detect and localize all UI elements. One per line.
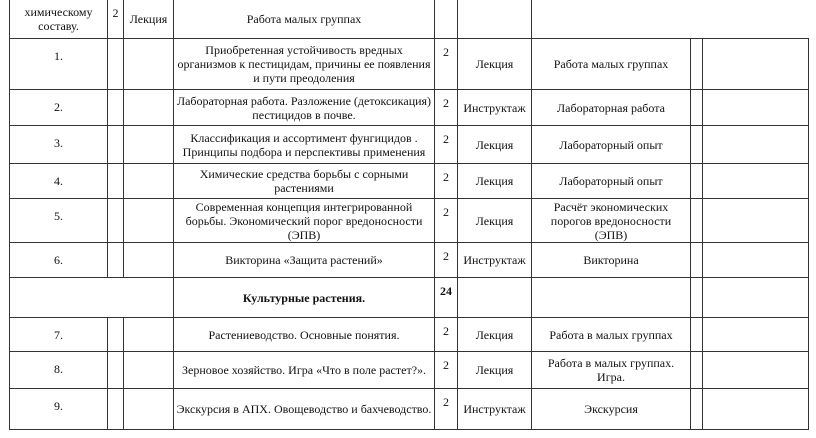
empty-cell [703, 318, 809, 352]
activity-cell: Расчёт экономических порогов вредоносности (ЭПВ) [532, 199, 691, 243]
activity-cell: Лабораторная работа [532, 90, 691, 126]
hours-cell: 2 [435, 199, 458, 243]
empty-cell [108, 318, 124, 352]
activity-cell: Работа в малых группах. Игра. [532, 352, 691, 389]
hours-cell: 2 [435, 243, 458, 278]
empty-cell [691, 318, 703, 352]
empty-cell [458, 0, 532, 39]
form-cell: Лекция [458, 164, 532, 199]
table-row [10, 199, 809, 243]
empty-cell [124, 164, 174, 199]
table-row [10, 243, 809, 278]
form-cell: Лекция [458, 126, 532, 164]
section-hours: 24 [435, 278, 458, 318]
empty-cell [124, 199, 174, 243]
empty-cell [703, 352, 809, 389]
curriculum-table [9, 0, 809, 430]
form-cell: Лекция [458, 318, 532, 352]
empty-cell [691, 243, 703, 278]
topic-cell: Классификация и ассортимент фунгицидов . Принципы подбора и перспективы применения [174, 126, 435, 164]
table-row [10, 318, 809, 352]
topic-cell: Экскурсия в АПХ. Овощеводство и бахчеводство. [174, 389, 435, 430]
empty-cell [691, 389, 703, 430]
empty-cell [691, 126, 703, 164]
table-row [10, 90, 809, 126]
empty-cell [124, 126, 174, 164]
section-row [10, 278, 809, 318]
hours-cell: 2 [435, 318, 458, 352]
topic-cell: Викторина «Защита растений» [174, 243, 435, 278]
empty-cell [703, 389, 809, 430]
topic-cell: Химические средства борьбы с сорными растениями [174, 164, 435, 199]
empty-cell [703, 39, 809, 90]
empty-cell [124, 352, 174, 389]
activity-cell: Работа малых группах [174, 0, 435, 39]
empty-cell [703, 199, 809, 243]
topic-cell: Приобретенная устойчивость вредных организмов к пестицидам, причины ее появления и пути преодоления [174, 39, 435, 90]
hours-cell: 2 [435, 90, 458, 126]
row-number: 8. [10, 352, 108, 389]
empty-cell [108, 199, 124, 243]
form-cell: Лекция [124, 0, 174, 39]
row-number: 7. [10, 318, 108, 352]
empty-cell [108, 389, 124, 430]
topic-cell: Растениеводство. Основные понятия. [174, 318, 435, 352]
topic-cell: Зерновое хозяйство. Игра «Что в поле растет?». [174, 352, 435, 389]
form-cell: Лекция [458, 39, 532, 90]
table-row [10, 352, 809, 389]
empty-cell [458, 278, 532, 318]
hours-cell: 2 [435, 389, 458, 430]
blank-area [532, 0, 809, 39]
activity-cell: Работа малых группах [532, 39, 691, 90]
empty-cell [691, 199, 703, 243]
empty-cell [532, 278, 691, 318]
empty-cell [691, 39, 703, 90]
form-cell: Инструктаж [458, 90, 532, 126]
table-row [10, 164, 809, 199]
hours-cell: 2 [435, 39, 458, 90]
row-number: 1. [10, 39, 108, 90]
form-cell: Инструктаж [458, 389, 532, 430]
empty-cell [691, 352, 703, 389]
activity-cell: Викторина [532, 243, 691, 278]
empty-cell [108, 164, 124, 199]
empty-cell [108, 39, 124, 90]
empty-cell [108, 243, 124, 278]
table-row [10, 126, 809, 164]
empty-cell [124, 243, 174, 278]
form-cell: Инструктаж [458, 243, 532, 278]
hours-cell: 2 [435, 126, 458, 164]
empty-cell [703, 278, 809, 318]
activity-cell: Работа в малых группах [532, 318, 691, 352]
table-row [10, 389, 809, 430]
empty-cell [124, 90, 174, 126]
table-row [10, 0, 809, 39]
row-number: 6. [10, 243, 108, 278]
empty-cell [10, 278, 174, 318]
empty-cell [108, 90, 124, 126]
topic-cell: химическому составу. [10, 0, 108, 39]
empty-cell [703, 90, 809, 126]
hours-cell: 2 [435, 352, 458, 389]
topic-cell: Лабораторная работа. Разложение (детоксикация) пестицидов в почве. [174, 90, 435, 126]
form-cell: Лекция [458, 199, 532, 243]
empty-cell [124, 318, 174, 352]
activity-cell: Экскурсия [532, 389, 691, 430]
empty-cell [703, 126, 809, 164]
activity-cell: Лабораторный опыт [532, 164, 691, 199]
empty-cell [691, 164, 703, 199]
row-number: 2. [10, 90, 108, 126]
hours-cell: 2 [435, 164, 458, 199]
empty-cell [703, 164, 809, 199]
hours-cell: 2 [108, 0, 124, 39]
row-number: 3. [10, 126, 108, 164]
empty-cell [108, 126, 124, 164]
table-row [10, 39, 809, 90]
topic-cell: Современная концепция интегрированной борьбы. Экономический порог вредоносности (ЭПВ) [174, 199, 435, 243]
row-number: 4. [10, 164, 108, 199]
empty-cell [703, 243, 809, 278]
empty-cell [108, 352, 124, 389]
row-number: 5. [10, 199, 108, 243]
empty-cell [691, 90, 703, 126]
empty-cell [691, 278, 703, 318]
section-title: Культурные растения. [174, 278, 435, 318]
activity-cell: Лабораторный опыт [532, 126, 691, 164]
empty-cell [435, 0, 458, 39]
empty-cell [124, 39, 174, 90]
form-cell: Лекция [458, 352, 532, 389]
empty-cell [124, 389, 174, 430]
row-number: 9. [10, 389, 108, 430]
